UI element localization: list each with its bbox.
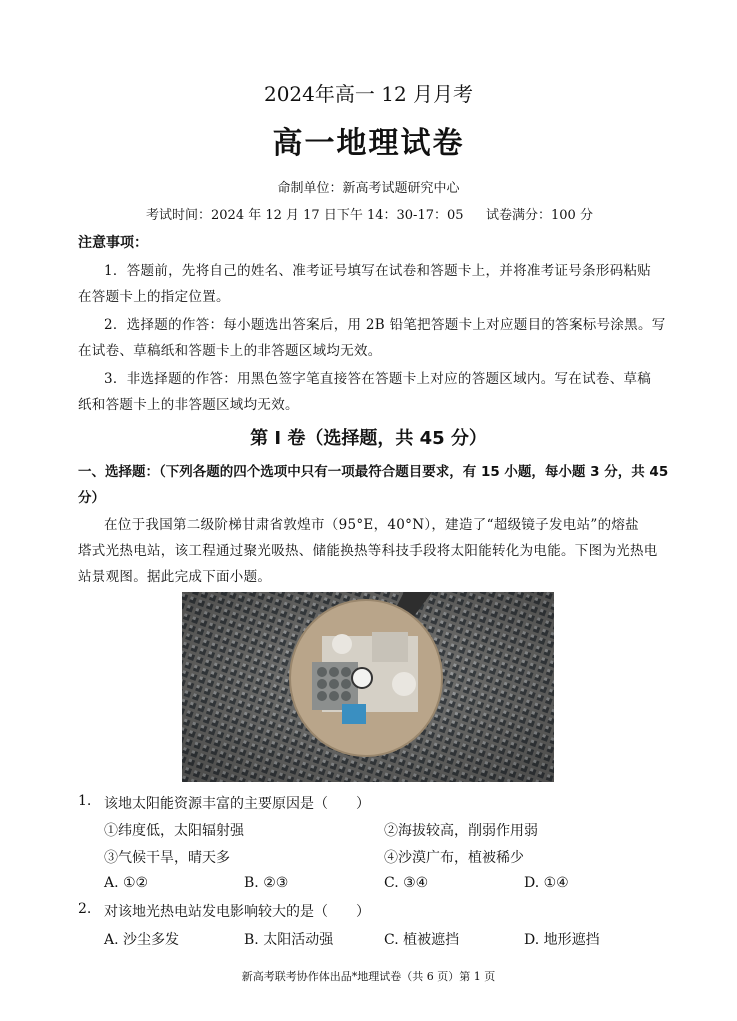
statement: ③气候干旱，晴天多 xyxy=(104,850,230,866)
question-number: 2. xyxy=(78,901,92,917)
question-stem: 该地太阳能资源丰富的主要原因是（ ） xyxy=(104,796,370,812)
answer-option: B. ②③ xyxy=(244,875,289,891)
question-stem: 对该地光热电站发电影响较大的是（ ） xyxy=(104,904,370,920)
answer-option: C. 植被遮挡 xyxy=(384,932,460,948)
section-instruction: 分） xyxy=(78,490,105,506)
answer-option: A. 沙尘多发 xyxy=(104,932,180,948)
compiler-line: 命制单位：新高考试题研究中心 xyxy=(277,181,460,196)
section-instruction: 一、选择题：（下列各题的四个选项中只有一项最符合题目要求，有 15 小题，每小题 3 分，共 45 xyxy=(78,464,669,480)
answer-option: D. 地形遮挡 xyxy=(524,932,600,948)
question-number: 1. xyxy=(78,793,92,809)
exam-time: 考试时间：2024 年 12 月 17 日下午 14：30-17：05 xyxy=(146,208,464,223)
notice-line: 纸和答题卡上的非答题区域均无效。 xyxy=(78,397,299,413)
notice-line: 2．选择题的作答：每小题选出答案后，用 2B 铅笔把答题卡上对应题目的答案标号涂黑。写 xyxy=(104,317,666,333)
passage-line: 在位于我国第二级阶梯甘肃省敦煌市（95°E，40°N），建造了“超级镜子发电站”的熔盐 xyxy=(104,517,639,533)
answer-option: D. ①④ xyxy=(524,875,569,891)
notice-heading: 注意事项： xyxy=(78,235,148,251)
notice-line: 在答题卡上的指定位置。 xyxy=(78,289,230,305)
page-title: 高一地理试卷 xyxy=(272,126,465,161)
exam-name: 2024年高一 12 月月考 xyxy=(263,82,474,106)
exam-score: 试卷满分：100 分 xyxy=(486,208,593,223)
solar-plant-photo xyxy=(182,592,554,782)
notice-line: 在试卷、草稿纸和答题卡上的非答题区域均无效。 xyxy=(78,343,382,359)
passage-line: 站景观图。据此完成下面小题。 xyxy=(78,569,272,585)
statement: ④沙漠广布，植被稀少 xyxy=(384,850,524,866)
answer-option: B. 太阳活动强 xyxy=(244,932,334,948)
statement: ①纬度低，太阳辐射强 xyxy=(104,823,244,839)
notice-line: 3．非选择题的作答：用黑色签字笔直接答在答题卡上对应的答题区域内。写在试卷、草稿 xyxy=(104,371,652,387)
passage-line: 塔式光热电站，该工程通过聚光吸热、储能换热等科技手段将太阳能转化为电能。下图为光热电 xyxy=(78,543,658,559)
answer-option: C. ③④ xyxy=(384,875,429,891)
section-title: 第 I 卷（选择题，共 45 分） xyxy=(250,428,487,449)
page-footer: 新高考联考协作体出品*地理试卷（共 6 页）第 1 页 xyxy=(241,970,496,983)
solar-field-graphic xyxy=(182,592,554,782)
answer-option: A. ①② xyxy=(104,875,149,891)
notice-line: 1．答题前，先将自己的姓名、准考证号填写在试卷和答题卡上，并将准考证号条形码粘贴 xyxy=(104,263,652,279)
statement: ②海拔较高，削弱作用弱 xyxy=(384,823,538,839)
